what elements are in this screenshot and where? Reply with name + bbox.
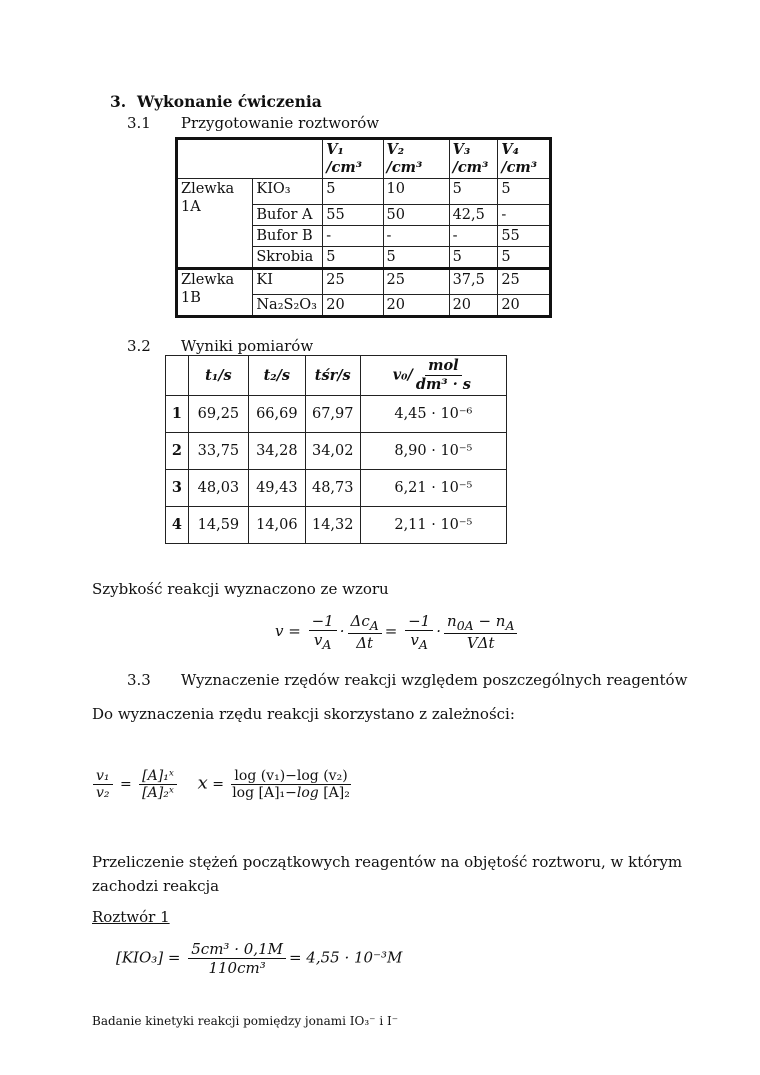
cell-n: 3 — [166, 470, 189, 507]
cell-t1: 48,03 — [188, 470, 248, 507]
section-heading: 3. Wykonanie ćwiczenia — [110, 92, 322, 111]
text-rate-formula-intro: Szybkość reakcji wyznaczono ze wzoru — [92, 580, 389, 598]
beaker-name: Zlewka 1A — [177, 179, 253, 269]
reagent-name: KIO₃ — [253, 179, 323, 205]
cell-t2: 49,43 — [248, 470, 305, 507]
solution-1-label: Roztwór 1 — [92, 908, 170, 926]
text-order-intro: Do wyznaczenia rzędu reakcji skorzystano z zależności: — [92, 705, 515, 723]
header-v1: V₁ /cm³ — [323, 139, 383, 179]
table-row — [166, 470, 507, 507]
cell-n: 1 — [166, 396, 189, 433]
header-t2: t₂/s — [248, 356, 305, 396]
volume-cell: 37,5 — [449, 269, 498, 295]
text-concentration: Przeliczenie stężeń początkowych reagentów na objętość roztworu, w którym zachodzi reakcja — [92, 853, 683, 895]
cell-t1: 14,59 — [188, 507, 248, 544]
solutions-table — [175, 137, 552, 318]
header-v2: V₂ /cm³ — [383, 139, 449, 179]
reagent-name: Na₂S₂O₃ — [253, 295, 323, 317]
volume-cell: 25 — [383, 269, 449, 295]
cell-t1: 69,25 — [188, 396, 248, 433]
volume-cell: 5 — [323, 179, 383, 205]
volume-cell: 55 — [498, 226, 551, 247]
table-row — [166, 396, 507, 433]
volume-cell: 20 — [498, 295, 551, 317]
cell-tsr: 48,73 — [305, 470, 360, 507]
cell-v0: 8,90 · 10⁻⁵ — [360, 433, 506, 470]
cell-t2: 66,69 — [248, 396, 305, 433]
cell-t2: 14,06 — [248, 507, 305, 544]
subsection-3-3: 3.3 Wyznaczenie rzędów reakcji względem poszczególnych reagentów — [127, 671, 688, 689]
volume-cell: 5 — [498, 247, 551, 269]
volume-cell: 20 — [383, 295, 449, 317]
reagent-name: Skrobia — [253, 247, 323, 269]
volume-cell: 5 — [498, 179, 551, 205]
volume-cell: 25 — [498, 269, 551, 295]
volume-cell: 25 — [323, 269, 383, 295]
volume-cell: 5 — [449, 179, 498, 205]
volume-cell: 5 — [449, 247, 498, 269]
header-t1: t₁/s — [188, 356, 248, 396]
page-footer: Badanie kinetyki reakcji pomiędzy jonami IO₃⁻ i I⁻ — [92, 1014, 399, 1028]
order-formula: $\frac{\text{v₁}}{\text{v₂}}$ = $\frac{\text{[A]₁ˣ}}{\text{[A]₂ˣ}}$ x = $\frac{\text{log (v₁)−log (v₂)}}{\text{log [A]₁−log [A]₂}}$ — [90, 768, 354, 801]
header-tsr: tśr/s — [305, 356, 360, 396]
results-table — [165, 355, 507, 544]
header-v4: V₄ /cm³ — [498, 139, 551, 179]
cell-t2: 34,28 — [248, 433, 305, 470]
table-row — [177, 269, 551, 295]
cell-n: 2 — [166, 433, 189, 470]
reagent-name: Bufor B — [253, 226, 323, 247]
cell-n: 4 — [166, 507, 189, 544]
volume-cell: 20 — [323, 295, 383, 317]
rate-formula: v = $\frac{-1}{v_A}$ · $\frac{\Delta c_A}{\Delta t}$ = $\frac{-1}{v_A}$ · $\frac{n_{0A} - n_A}{\text{VΔt}}$ — [275, 612, 520, 652]
cell-tsr: 14,32 — [305, 507, 360, 544]
cell-v0: 6,21 · 10⁻⁵ — [360, 470, 506, 507]
subsection-3-2: 3.2 Wyniki pomiarów — [127, 337, 314, 355]
cell-tsr: 34,02 — [305, 433, 360, 470]
cell-tsr: 67,97 — [305, 396, 360, 433]
volume-cell: 10 — [383, 179, 449, 205]
reagent-name: KI — [253, 269, 323, 295]
table-row — [177, 179, 551, 205]
volume-cell: - — [449, 226, 498, 247]
volume-cell: - — [498, 205, 551, 226]
volume-cell: 55 — [323, 205, 383, 226]
volume-cell: 50 — [383, 205, 449, 226]
volume-cell: - — [323, 226, 383, 247]
volume-cell: 5 — [383, 247, 449, 269]
subsection-3-1: 3.1 Przygotowanie roztworów — [127, 114, 380, 132]
cell-v0: 2,11 · 10⁻⁵ — [360, 507, 506, 544]
volume-cell: 20 — [449, 295, 498, 317]
cell-t1: 33,75 — [188, 433, 248, 470]
beaker-name: Zlewka 1B — [177, 269, 253, 317]
volume-cell: 5 — [323, 247, 383, 269]
volume-cell: - — [383, 226, 449, 247]
reagent-name: Bufor A — [253, 205, 323, 226]
volume-cell: 42,5 — [449, 205, 498, 226]
header-v0: v₀/ $\frac{\text{mol}}{\text{dm³ · s}}$ — [360, 356, 506, 396]
cell-v0: 4,45 · 10⁻⁶ — [360, 396, 506, 433]
table-row — [166, 507, 507, 544]
kio3-concentration-formula: [KIO₃] = $\frac{\text{5cm³ · 0,1M}}{\text{110cm³}}$ = 4,55 · 10⁻³M — [116, 940, 403, 977]
table-row — [166, 433, 507, 470]
header-v3: V₃ /cm³ — [449, 139, 498, 179]
